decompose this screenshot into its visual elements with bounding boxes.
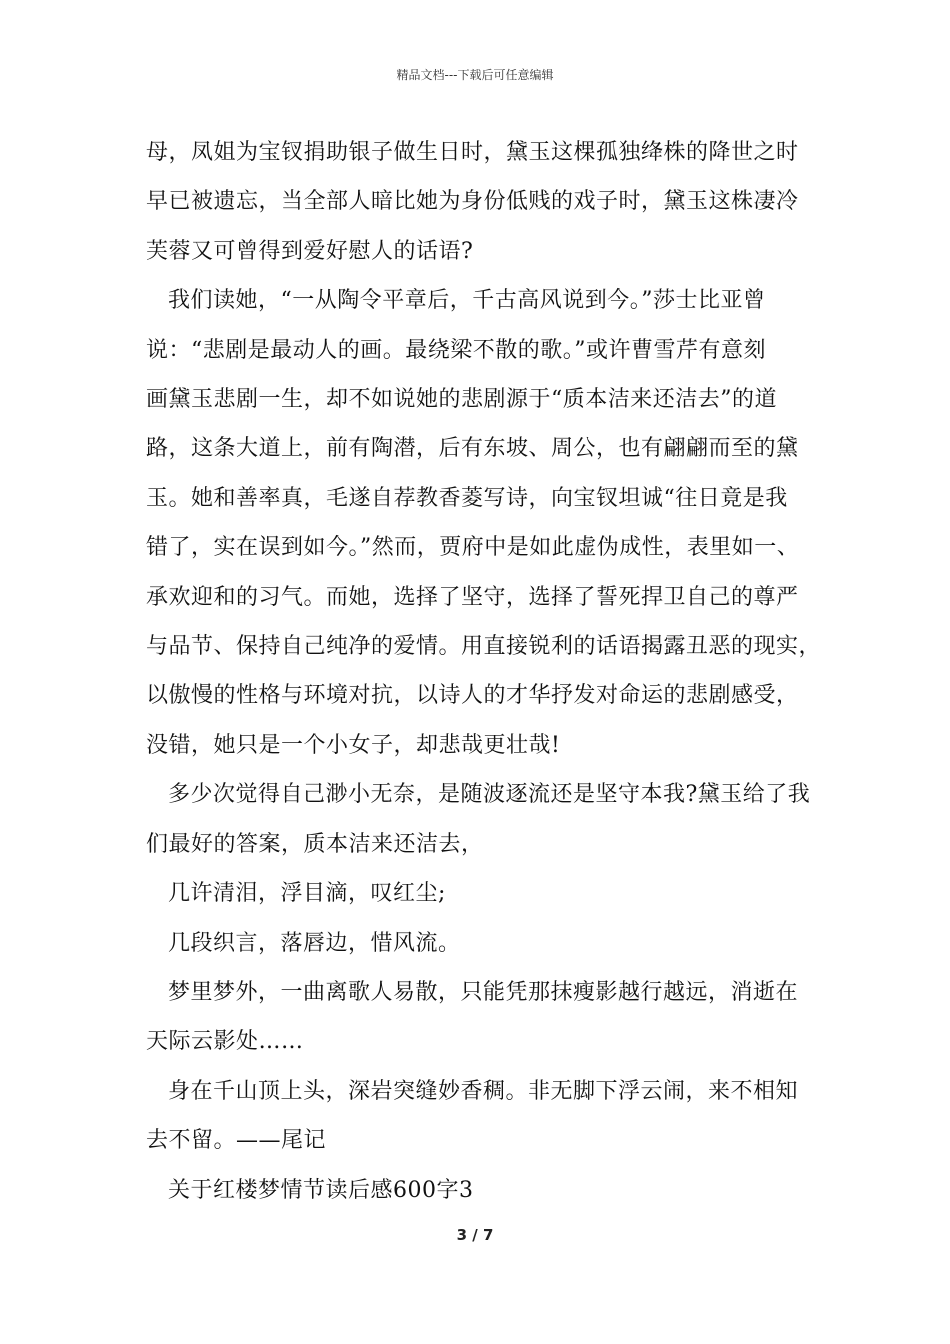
text-line: 们最好的答案，质本洁来还洁去， — [146, 831, 484, 857]
text-line: 去不留。——尾记 — [146, 1128, 327, 1154]
document-body — [146, 128, 826, 1215]
section-heading: 关于红楼梦情节读后感600字3 — [168, 1177, 474, 1203]
page-number: 3 / 7 — [456, 1226, 494, 1244]
text-line: 母，凤姐为宝钗捐助银子做生日时，黛玉这棵孤独绛株的降世之时 — [146, 140, 799, 165]
text-line: 几许清泪，浮目滴，叹红尘; — [168, 881, 446, 907]
text-line: 以傲慢的性格与环境对抗，以诗人的才华抒发对命运的悲剧感受， — [146, 683, 799, 709]
text-line: 几段织言，落唇边，惜风流。 — [168, 930, 461, 956]
text-line: 说：“悲剧是最动人的画。最绕梁不散的歌。”或许曹雪芹有意刻 — [146, 337, 766, 363]
text-line: 画黛玉悲剧一生，却不如说她的悲剧源于“质本洁来还洁去”的道 — [146, 387, 777, 413]
text-line: 承欢迎和的习气。而她，选择了坚守，选择了誓死捍卫自己的尊严 — [146, 584, 799, 610]
text-line: 天际云影处…… — [146, 1029, 304, 1055]
text-line: 没错，她只是一个小女子，却悲哉更壮哉! — [146, 732, 561, 758]
text-line: 路，这条大道上，前有陶潜，后有东坡、周公，也有翩翩而至的黛 — [146, 436, 799, 462]
page-header: 精品文档---下载后可任意编辑 — [396, 68, 554, 82]
text-line: 错了，实在误到如今。”然而，贾府中是如此虚伪成性，表里如一、 — [146, 535, 800, 561]
text-line: 早已被遗忘，当全部人暗比她为身份低贱的戏子时，黛玉这株凄冷 — [146, 189, 799, 215]
text-line: 芙蓉又可曾得到爱好慰人的话语? — [146, 238, 474, 264]
text-line: 我们读她，“一从陶令平章后，千古高风说到今。”莎士比亚曾 — [168, 288, 766, 314]
text-line: 与品节、保持自己纯净的爱情。用直接锐利的话语揭露丑恶的现实， — [146, 634, 822, 660]
text-line: 多少次觉得自己渺小无奈，是随波逐流还是坚守本我?黛玉给了我 — [168, 782, 811, 808]
text-line: 身在千山顶上头，深岩突缝妙香稠。非无脚下浮云闹，来不相知 — [168, 1078, 799, 1104]
text-line: 玉。她和善率真，毛遂自荐教香菱写诗，向宝钗坦诚“往日竟是我 — [146, 485, 788, 511]
text-line: 梦里梦外，一曲离歌人易散，只能凭那抹瘦影越行越远，消逝在 — [168, 979, 799, 1005]
